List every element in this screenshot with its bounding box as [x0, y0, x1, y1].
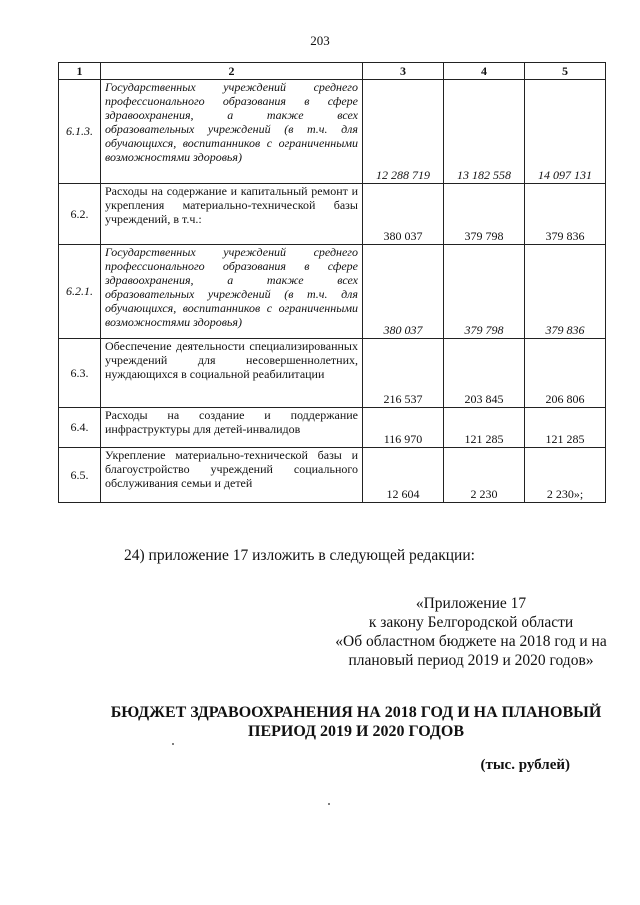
value-2020: 121 285 — [525, 408, 606, 448]
value-2019: 13 182 558 — [444, 80, 525, 184]
table-row — [59, 408, 606, 448]
scan-speck — [328, 803, 330, 805]
amendment-paragraph: 24) приложение 17 изложить в следующей редакции: — [124, 547, 475, 564]
appendix-header — [330, 594, 612, 670]
row-number: 6.2. — [59, 184, 101, 245]
value-2018: 380 037 — [363, 245, 444, 339]
table-row — [59, 245, 606, 339]
row-description: Расходы на создание и поддержание инфраструктуры для детей-инвалидов — [101, 408, 363, 448]
appendix-line: «Об областном бюджете на 2018 год и на — [335, 633, 607, 650]
value-2019: 121 285 — [444, 408, 525, 448]
value-2019: 379 798 — [444, 184, 525, 245]
value-2019: 203 845 — [444, 339, 525, 408]
row-number: 6.1.3. — [59, 80, 101, 184]
row-number: 6.2.1. — [59, 245, 101, 339]
value-2019: 2 230 — [444, 448, 525, 503]
title-line: БЮДЖЕТ ЗДРАВООХРАНЕНИЯ НА 2018 ГОД И НА ПЛАНОВЫЙ — [110, 704, 602, 721]
value-2019: 379 798 — [444, 245, 525, 339]
row-description: Государственных учреждений среднего профессионального образования в сфере здравоохранения, а также всех образовательных учреждений (в т.ч. для обучающихся, воспитанников с ограниченными возможностями здоровья) — [101, 245, 363, 339]
row-number: 6.5. — [59, 448, 101, 503]
row-number: 6.3. — [59, 339, 101, 408]
column-header-5: 5 — [525, 63, 606, 80]
value-2018: 380 037 — [363, 184, 444, 245]
table-row — [59, 184, 606, 245]
value-2020: 2 230»; — [525, 448, 606, 503]
value-2018: 216 537 — [363, 339, 444, 408]
scan-speck — [172, 743, 174, 745]
budget-table — [58, 62, 606, 503]
value-2018: 116 970 — [363, 408, 444, 448]
appendix-line: плановый период 2019 и 2020 годов» — [348, 652, 594, 669]
value-2018: 12 288 719 — [363, 80, 444, 184]
column-header-1: 1 — [59, 63, 101, 80]
table-row — [59, 80, 606, 184]
row-number: 6.4. — [59, 408, 101, 448]
value-2020: 379 836 — [525, 184, 606, 245]
value-2020: 14 097 131 — [525, 80, 606, 184]
value-2018: 12 604 — [363, 448, 444, 503]
units-label: (тыс. рублей) — [480, 757, 570, 773]
table-row — [59, 339, 606, 408]
row-description: Укрепление материально-технической базы и благоустройство учреждений социального обслуживания семьи и детей — [101, 448, 363, 503]
page-number: 203 — [310, 33, 330, 48]
appendix-line: «Приложение 17 — [415, 595, 527, 612]
value-2020: 379 836 — [525, 245, 606, 339]
row-description: Расходы на содержание и капитальный ремонт и укрепления материально-технической базы учреждений, в т.ч.: — [101, 184, 363, 245]
table-header-row — [59, 63, 606, 80]
table-row — [59, 448, 606, 503]
title-line: ПЕРИОД 2019 И 2020 ГОДОВ — [248, 723, 464, 740]
appendix-line: к закону Белгородской области — [368, 614, 574, 631]
column-header-4: 4 — [444, 63, 525, 80]
column-header-2: 2 — [101, 63, 363, 80]
row-description: Государственных учреждений среднего профессионального образования в сфере здравоохранения, а также всех образовательных учреждений (в т.ч. для обучающихся, воспитанников с ограниченными возможностями здоровья) — [101, 80, 363, 184]
value-2020: 206 806 — [525, 339, 606, 408]
column-header-3: 3 — [363, 63, 444, 80]
row-description: Обеспечение деятельности специализированных учреждений для несовершеннолетних, нуждающихся в социальной реабилитации — [101, 339, 363, 408]
document-title — [96, 703, 616, 741]
